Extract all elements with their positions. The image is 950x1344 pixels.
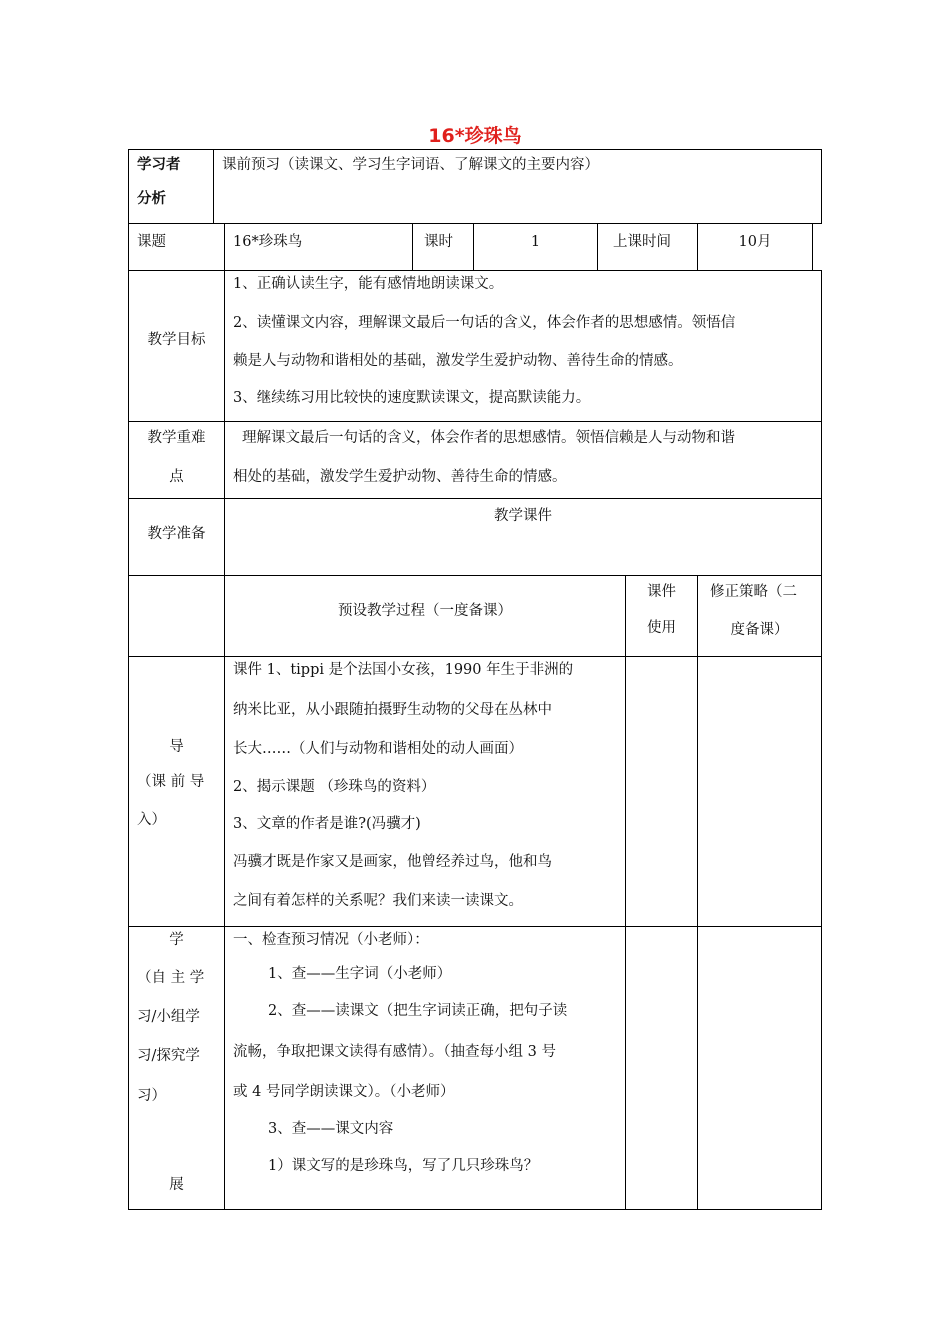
study-line: 或 4 号同学朗读课文）。（小老师） bbox=[233, 1084, 455, 1100]
goals-label: 教学目标 bbox=[147, 332, 206, 348]
learner-label-line1: 学习者 bbox=[137, 157, 181, 173]
goal-line: 1、正确认读生字，能有感情地朗读课文。 bbox=[233, 276, 504, 292]
study-line: 2、查——读课文（把生字词读正确，把句子读 bbox=[268, 1003, 568, 1019]
goal-line: 赖是人与动物和谐相处的基础，激发学生爱护动物、善待生命的情感。 bbox=[233, 353, 683, 369]
goal-line: 2、读懂课文内容，理解课文最后一句话的含义，体会作者的思想感情。领悟信 bbox=[233, 315, 736, 331]
key-points-line: 理解课文最后一句话的含义，体会作者的思想感情。领悟信赖是人与动物和谐 bbox=[242, 430, 735, 446]
study-label-line: 习） bbox=[137, 1088, 166, 1104]
intro-line: 课件 1、tippi 是个法国小女孩，1990 年生于非洲的 bbox=[233, 662, 574, 678]
study-label-bottom: 展 bbox=[169, 1177, 184, 1193]
study-line: 1、查——生字词（小老师） bbox=[268, 966, 452, 982]
revise-header-line2: 度备课） bbox=[730, 622, 789, 638]
intro-line: 纳米比亚，从小跟随拍摄野生动物的父母在丛林中 bbox=[233, 702, 552, 718]
page-title: 16*珍珠鸟 bbox=[428, 125, 522, 147]
intro-label-line2: （课 前 导 bbox=[137, 774, 205, 790]
process-header: 预设教学过程（一度备课） bbox=[338, 603, 512, 619]
goal-line: 3、继续练习用比较快的速度默读课文，提高默读能力。 bbox=[233, 390, 591, 406]
hours-value: 1 bbox=[530, 234, 541, 250]
prep-label: 教学准备 bbox=[147, 526, 206, 542]
study-line: 1）课文写的是珍珠鸟，写了几只珍珠鸟？ bbox=[268, 1158, 539, 1174]
courseware-header-line1: 课件 bbox=[647, 584, 676, 600]
intro-line: 之间有着怎样的关系呢？我们来读一读课文。 bbox=[233, 893, 523, 909]
topic-value: 16*珍珠鸟 bbox=[233, 234, 303, 250]
intro-line: 长大……（人们与动物和谐相处的动人画面） bbox=[233, 741, 523, 757]
topic-label: 课题 bbox=[137, 234, 166, 250]
intro-line: 2、揭示课题 （珍珠鸟的资料） bbox=[233, 779, 436, 795]
revise-header-line1: 修正策略（二 bbox=[710, 584, 797, 600]
prep-content: 教学课件 bbox=[494, 508, 552, 524]
study-line: 一、检查预习情况（小老师）： bbox=[233, 932, 429, 948]
hours-label: 课时 bbox=[424, 234, 453, 250]
key-points-label-line2: 点 bbox=[169, 469, 184, 485]
learner-analysis-content: 课前预习（读课文、学习生字词语、了解课文的主要内容） bbox=[222, 157, 599, 173]
key-points-label-line1: 教学重难 bbox=[147, 430, 206, 446]
study-label-line: （自 主 学 bbox=[137, 970, 205, 986]
study-label-line: 习/小组学 bbox=[137, 1009, 200, 1025]
class-time-label: 上课时间 bbox=[613, 234, 671, 250]
intro-label-line1: 导 bbox=[169, 739, 184, 755]
intro-line: 3、文章的作者是谁?(冯骥才) bbox=[233, 816, 421, 832]
key-points-line: 相处的基础，激发学生爱护动物、善待生命的情感。 bbox=[233, 469, 567, 485]
intro-line: 冯骥才既是作家又是画家，他曾经养过鸟，他和鸟 bbox=[233, 854, 552, 870]
study-line: 流畅，争取把课文读得有感情）。（抽查每小组 3 号 bbox=[233, 1044, 556, 1060]
class-time-value: 10月 bbox=[738, 234, 772, 250]
study-label-line: 习/探究学 bbox=[137, 1048, 200, 1064]
study-label-line: 学 bbox=[169, 932, 184, 948]
intro-label-line3: 入） bbox=[137, 812, 166, 828]
study-line: 3、查——课文内容 bbox=[268, 1121, 394, 1137]
courseware-header-line2: 使用 bbox=[647, 620, 676, 636]
learner-label-line2: 分析 bbox=[137, 191, 166, 207]
